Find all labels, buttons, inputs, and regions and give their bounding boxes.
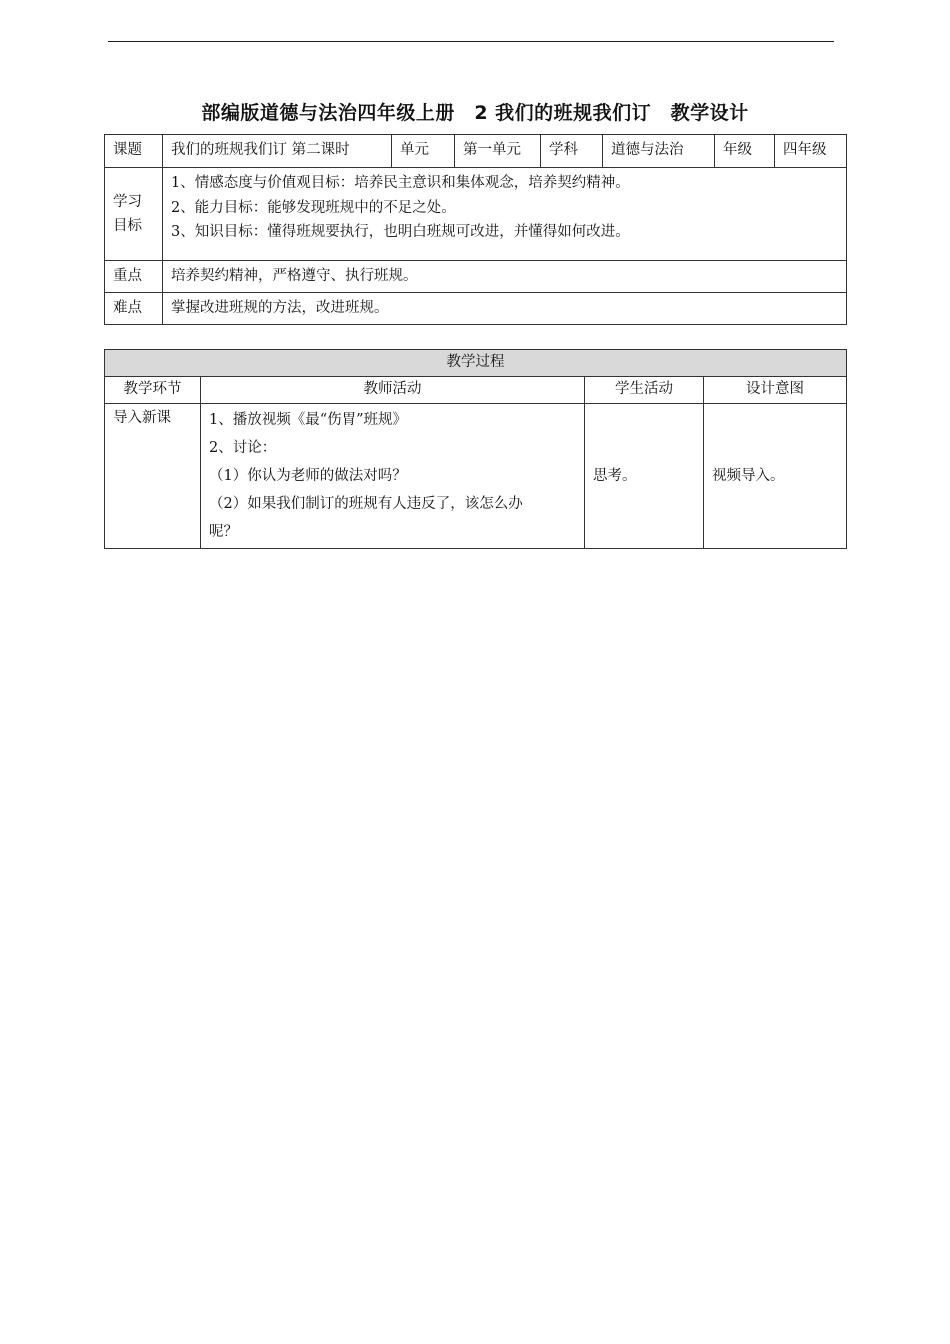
document-title: 部编版道德与法治四年级上册 2 我们的班规我们订 教学设计 (201, 102, 749, 124)
header-stage: 教学环节 (105, 377, 201, 404)
grade-label: 年级 (715, 135, 775, 168)
unit-value: 第一单元 (455, 135, 541, 168)
goal-item: 1、情感态度与价值观目标：培养民主意识和集体观念，培养契约精神。 (171, 175, 630, 191)
process-band-title: 教学过程 (105, 350, 847, 377)
goal-item: 3、知识目标：懂得班规要执行，也明白班规可改进，并懂得如何改进。 (171, 224, 630, 240)
design-intent-cell: 视频导入。 (704, 404, 847, 549)
header-teacher-activity: 教师活动 (201, 377, 585, 404)
info-row-topic (105, 135, 847, 168)
key-point-value: 培养契约精神，严格遵守、执行班规。 (163, 261, 847, 293)
info-row-difficulty (105, 293, 847, 325)
process-band-row (105, 350, 847, 377)
teacher-activity-line: 1、播放视频《最“伤胃”班规》 (209, 412, 408, 428)
info-row-key-point (105, 261, 847, 293)
goal-item: 2、能力目标：能够发现班规中的不足之处。 (171, 199, 456, 216)
subject-value: 道德与法治 (603, 135, 715, 168)
lesson-info-table (104, 134, 847, 325)
teacher-activity-line: 2、讨论： (209, 440, 277, 456)
info-row-goals (105, 168, 847, 261)
teacher-activity-line: 呢？ (209, 524, 238, 540)
goals-label-line2: 目标 (113, 218, 142, 234)
teaching-process-table (104, 349, 847, 549)
teacher-activity-cell (201, 404, 585, 549)
teacher-activity-line: （2）如果我们制订的班规有人违反了，该怎么办 (209, 496, 523, 512)
difficulty-value: 掌握改进班规的方法，改进班规。 (163, 293, 847, 325)
stage-cell: 导入新课 (105, 404, 201, 549)
goals-label-line1: 学习 (113, 194, 142, 210)
topic-label: 课题 (105, 135, 163, 168)
grade-value: 四年级 (775, 135, 847, 168)
teacher-activity-line: （1）你认为老师的做法对吗？ (209, 468, 407, 484)
goals-label (105, 168, 163, 261)
student-activity-cell: 思考。 (585, 404, 704, 549)
subject-label: 学科 (541, 135, 603, 168)
key-point-label: 重点 (105, 261, 163, 293)
process-header-row (105, 377, 847, 404)
header-rule (108, 41, 834, 42)
difficulty-label: 难点 (105, 293, 163, 325)
topic-value: 我们的班规我们订 第二课时 (163, 135, 392, 168)
goals-content (163, 168, 847, 261)
table-row (105, 404, 847, 549)
header-design-intent: 设计意图 (704, 377, 847, 404)
header-student-activity: 学生活动 (585, 377, 704, 404)
unit-label: 单元 (392, 135, 455, 168)
